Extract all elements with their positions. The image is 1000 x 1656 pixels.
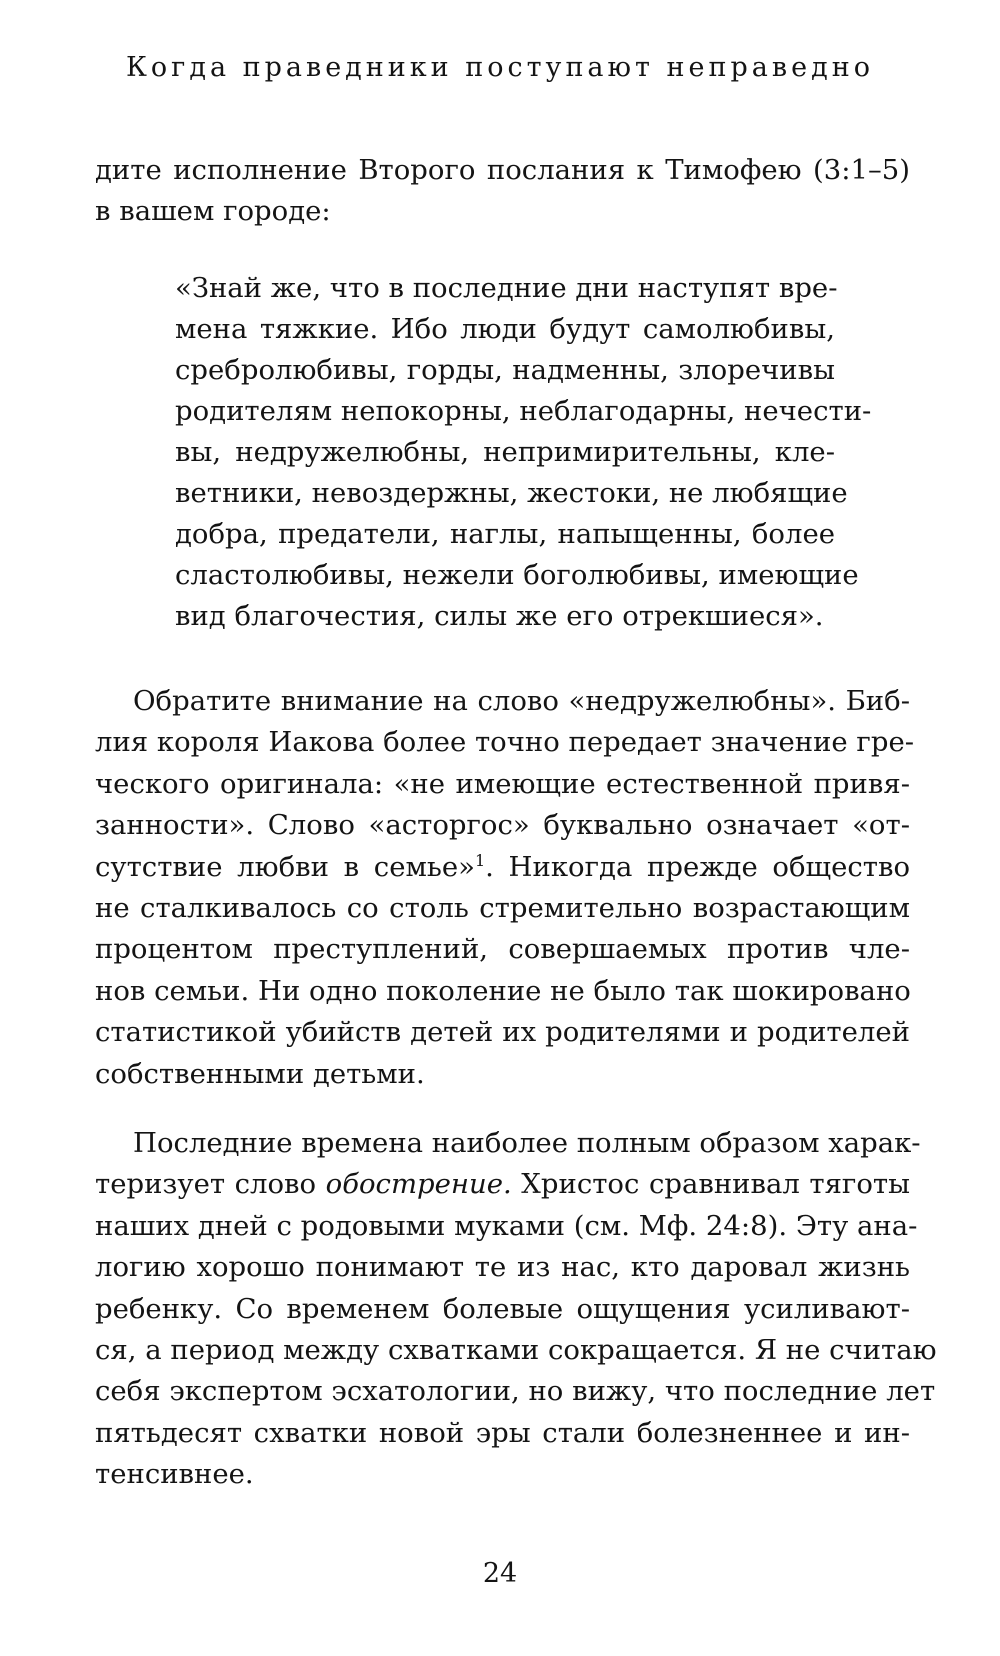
text-line: нов семьи. Ни одно поколение не было так шокировано	[95, 974, 911, 1007]
text-span: Христос сравнивал тяготы	[511, 1168, 910, 1201]
quote-line: вид благочестия, силы же его отрекшиеся».	[175, 600, 824, 632]
text-line: Последние времена наиболее полным образом харак-	[133, 1127, 921, 1159]
text-line: занности». Слово «асторгос» буквально означает «от-	[95, 809, 910, 842]
text-line	[95, 1164, 910, 1205]
intro-paragraph	[95, 150, 910, 233]
running-head: Когда праведники поступают неправедно	[126, 52, 874, 83]
text-line: логию хорошо понимают те из нас, кто даровал жизнь	[95, 1251, 910, 1284]
text-span: . Никогда прежде общество	[485, 850, 911, 883]
scripture-quote	[175, 268, 872, 637]
text-line: себя экспертом эсхатологии, но вижу, что последние лет	[95, 1375, 936, 1408]
quote-line: мена тяжкие. Ибо люди будут самолюбивы,	[175, 313, 835, 345]
text-line: Обратите внимание на слово «недружелюбны». Биб-	[133, 685, 910, 717]
text-line: пятьдесят схватки новой эры стали болезненнее и ин-	[95, 1416, 910, 1449]
page-number: 24	[482, 1558, 518, 1589]
text-line: не сталкивалось со столь стремительно возрастающим	[95, 891, 910, 924]
text-span: сутствие любви в семье»	[95, 850, 475, 883]
paragraph-last-times	[95, 1123, 937, 1496]
quote-line: вы, недружелюбны, непримирительны, кле-	[175, 436, 835, 468]
footnote-marker: 1	[474, 850, 486, 870]
text-line: в вашем городе:	[95, 195, 331, 228]
text-line: ческого оригинала: «не имеющие естественной привя-	[95, 767, 910, 800]
text-line: тенсивнее.	[95, 1458, 254, 1491]
paragraph-nedruzhelyubny	[95, 681, 915, 1095]
text-line: процентом преступлений, совершаемых против чле-	[95, 933, 910, 966]
text-line: собственными детьми.	[95, 1057, 425, 1090]
quote-line: добра, предатели, наглы, напыщенны, более	[175, 518, 835, 550]
text-line	[95, 847, 910, 888]
quote-line: сластолюбивы, нежели боголюбивы, имеющие	[175, 559, 859, 591]
text-line: ребенку. Со временем болевые ощущения усиливают-	[95, 1292, 910, 1325]
quote-line: ветники, невоздержны, жестоки, не любящие	[175, 477, 848, 509]
italic-term: обострение.	[325, 1168, 512, 1201]
text-line: статистикой убийств детей их родителями и родителей	[95, 1016, 910, 1049]
text-span: теризует слово	[95, 1168, 326, 1201]
quote-line: родителям непокорны, неблагодарны, нечести-	[175, 395, 872, 427]
quote-line: сребролюбивы, горды, надменны, злоречивы	[175, 354, 835, 386]
quote-line: «Знай же, что в последние дни наступят вре-	[175, 272, 838, 304]
text-line: ся, а период между схватками сокращается. Я не считаю	[95, 1333, 937, 1366]
text-line: лия короля Иакова более точно передает значение гре-	[95, 726, 915, 759]
text-line: дите исполнение Второго послания к Тимофею (3:1–5)	[95, 154, 910, 186]
text-line: наших дней с родовыми муками (см. Мф. 24:8). Эту ана-	[95, 1209, 918, 1242]
